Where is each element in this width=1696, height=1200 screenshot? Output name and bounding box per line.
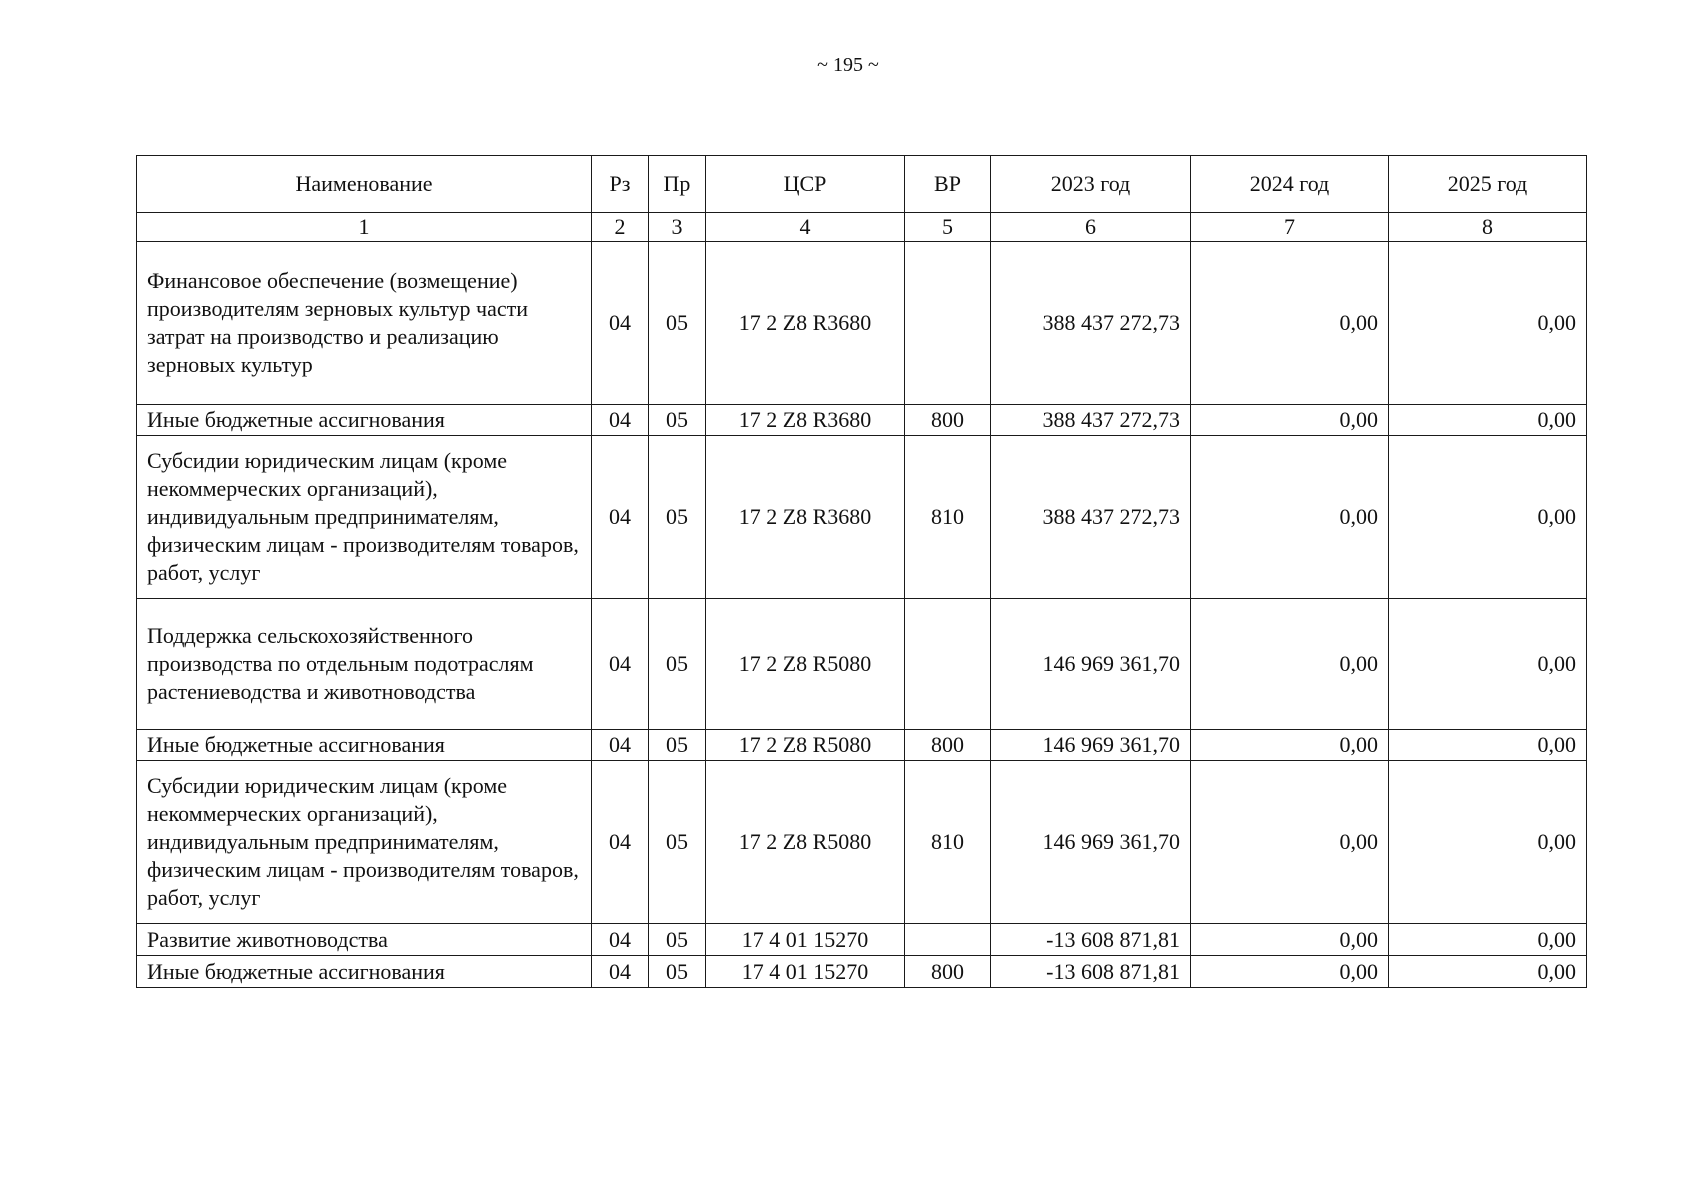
row-pr: 05 (649, 924, 706, 956)
table-header-row (137, 156, 1587, 213)
row-pr: 05 (649, 242, 706, 405)
row-name: Иные бюджетные ассигнования (137, 405, 592, 436)
row-rz: 04 (592, 730, 649, 761)
row-vr (905, 599, 991, 730)
column-number: 3 (649, 213, 706, 242)
row-csr: 17 4 01 15270 (706, 924, 905, 956)
table-row (137, 924, 1587, 956)
row-vr: 800 (905, 956, 991, 988)
table-row (137, 242, 1587, 405)
row-pr: 05 (649, 761, 706, 924)
row-2024: 0,00 (1191, 924, 1389, 956)
row-rz: 04 (592, 436, 649, 599)
header-2025: 2025 год (1389, 156, 1587, 213)
row-2025: 0,00 (1389, 761, 1587, 924)
row-csr: 17 2 Z8 R5080 (706, 761, 905, 924)
row-rz: 04 (592, 924, 649, 956)
header-vr: ВР (905, 156, 991, 213)
column-number-row (137, 213, 1587, 242)
row-2025: 0,00 (1389, 436, 1587, 599)
header-2023: 2023 год (991, 156, 1191, 213)
header-rz: Рз (592, 156, 649, 213)
column-number: 6 (991, 213, 1191, 242)
row-csr: 17 2 Z8 R3680 (706, 405, 905, 436)
row-2023: -13 608 871,81 (991, 924, 1191, 956)
header-csr: ЦСР (706, 156, 905, 213)
row-2023: 146 969 361,70 (991, 730, 1191, 761)
row-name: Поддержка сельскохозяйственного производства по отдельным подотраслям растениеводства и животноводства (137, 599, 592, 730)
table-row (137, 761, 1587, 924)
row-2023: 146 969 361,70 (991, 599, 1191, 730)
header-2024: 2024 год (1191, 156, 1389, 213)
row-rz: 04 (592, 761, 649, 924)
row-2025: 0,00 (1389, 956, 1587, 988)
row-2025: 0,00 (1389, 242, 1587, 405)
table-row (137, 436, 1587, 599)
row-vr: 810 (905, 761, 991, 924)
page-number: ~ 195 ~ (817, 54, 879, 76)
row-2024: 0,00 (1191, 242, 1389, 405)
header-pr: Пр (649, 156, 706, 213)
table-row (137, 956, 1587, 988)
row-csr: 17 2 Z8 R3680 (706, 242, 905, 405)
table-row (137, 730, 1587, 761)
row-rz: 04 (592, 405, 649, 436)
row-pr: 05 (649, 436, 706, 599)
row-pr: 05 (649, 730, 706, 761)
column-number: 4 (706, 213, 905, 242)
column-number: 2 (592, 213, 649, 242)
budget-table (136, 155, 1587, 988)
table-row (137, 599, 1587, 730)
row-name: Иные бюджетные ассигнования (137, 956, 592, 988)
row-rz: 04 (592, 242, 649, 405)
row-rz: 04 (592, 956, 649, 988)
column-number: 8 (1389, 213, 1587, 242)
header-name: Наименование (137, 156, 592, 213)
row-name: Иные бюджетные ассигнования (137, 730, 592, 761)
row-csr: 17 2 Z8 R5080 (706, 730, 905, 761)
row-2023: 388 437 272,73 (991, 405, 1191, 436)
row-2023: -13 608 871,81 (991, 956, 1191, 988)
row-2024: 0,00 (1191, 405, 1389, 436)
row-name: Субсидии юридическим лицам (кроме некоммерческих организаций), индивидуальным предпринимателям, физическим лицам - производителям товаров, работ, услуг (137, 436, 592, 599)
row-2024: 0,00 (1191, 730, 1389, 761)
row-2023: 388 437 272,73 (991, 436, 1191, 599)
row-vr (905, 242, 991, 405)
row-name: Развитие животноводства (137, 924, 592, 956)
row-2023: 146 969 361,70 (991, 761, 1191, 924)
table-row (137, 405, 1587, 436)
row-vr (905, 924, 991, 956)
row-csr: 17 2 Z8 R5080 (706, 599, 905, 730)
row-rz: 04 (592, 599, 649, 730)
row-csr: 17 4 01 15270 (706, 956, 905, 988)
row-2024: 0,00 (1191, 599, 1389, 730)
row-pr: 05 (649, 599, 706, 730)
row-pr: 05 (649, 405, 706, 436)
row-2024: 0,00 (1191, 956, 1389, 988)
row-vr: 800 (905, 405, 991, 436)
column-number: 5 (905, 213, 991, 242)
row-2025: 0,00 (1389, 405, 1587, 436)
row-2025: 0,00 (1389, 599, 1587, 730)
row-csr: 17 2 Z8 R3680 (706, 436, 905, 599)
row-vr: 800 (905, 730, 991, 761)
row-vr: 810 (905, 436, 991, 599)
row-pr: 05 (649, 956, 706, 988)
row-2025: 0,00 (1389, 730, 1587, 761)
row-2024: 0,00 (1191, 761, 1389, 924)
row-2025: 0,00 (1389, 924, 1587, 956)
column-number: 7 (1191, 213, 1389, 242)
row-name: Финансовое обеспечение (возмещение) производителям зерновых культур части затрат на производство и реализацию зерновых культур (137, 242, 592, 405)
row-name: Субсидии юридическим лицам (кроме некоммерческих организаций), индивидуальным предпринимателям, физическим лицам - производителям товаров, работ, услуг (137, 761, 592, 924)
row-2023: 388 437 272,73 (991, 242, 1191, 405)
row-2024: 0,00 (1191, 436, 1389, 599)
column-number: 1 (137, 213, 592, 242)
